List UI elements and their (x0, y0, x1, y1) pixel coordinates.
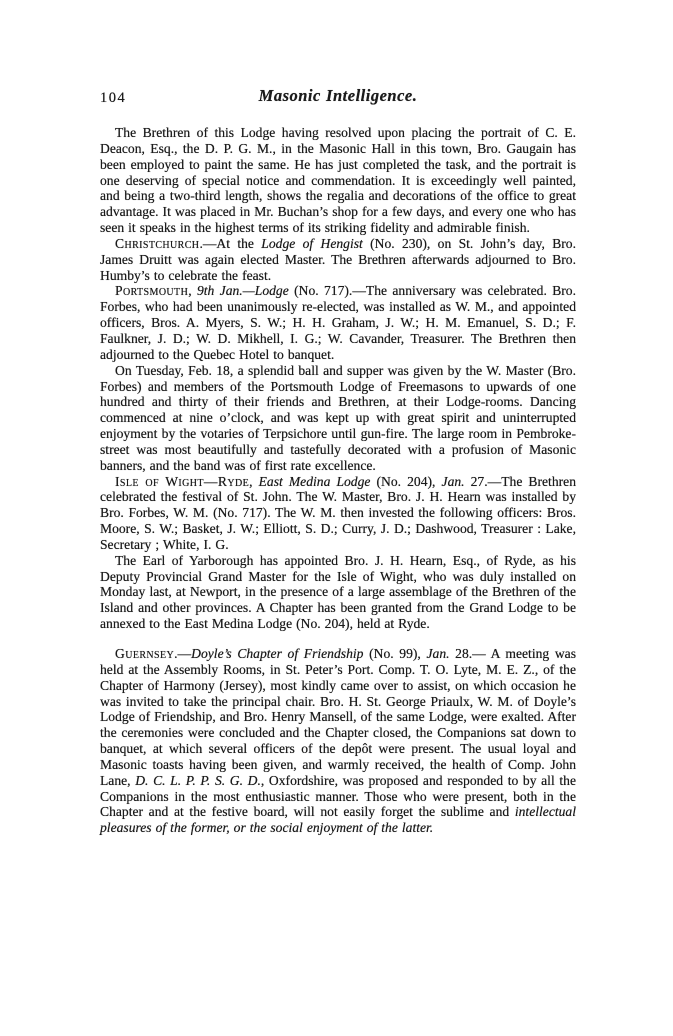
text-run-i: Lodge of Hengist (261, 235, 363, 251)
text-run-i: D. C. L. P. P. S. G. D. (135, 772, 261, 788)
running-head (100, 88, 576, 112)
text-run-i: Doyle’s Chapter of Friendship (191, 646, 364, 661)
text-run-i: Jan. (441, 473, 465, 489)
para-portsmouth-ball (100, 363, 576, 474)
text-run: , Oxfordshire, was proposed and responded to by all the Companions in the most enthusiastic manner. Those who were present, both in the Chapter and at the festive board, will not easily forget the sublime and (100, 772, 576, 820)
text-run: .—At the (199, 235, 262, 251)
running-head-title: Masonic Intelligence. (258, 86, 418, 105)
text-run-sc: Portsmouth (115, 283, 189, 299)
text-run: On Tuesday, Feb. 18, a splendid ball and supper was given by the W. Master (Bro. Forbes) and members of the Portsmouth Lodge of Freemasons to upwards of one hundred and thirty of their friends and Brethren, at their Lodge-rooms. Dancing commenced at nine o’clock, and was kept up with great spirit and uninterrupted enjoyment by the votaries of Terpsichore until gun-fire. The large room in Pembroke-street was most beautifully and tastefully decorated with a profusion of Masonic banners, and the band was of first rate excellence. (100, 362, 576, 473)
text-run: 28.— A meeting was held at the Assembly Rooms, in St. Peter’s Port. Comp. T. O. Lyte, M. E. Z., of the Chapter of Harmony (Jersey), most kindly came over to assist, on which occasion he was invited to take the principal chair. Bro. H. St. George Priaulx, W. M. of Doyle’s Lodge of Friendship, and Bro. Henry Mansell, of the same Lodge, were exalted. After the ceremonies were concluded and the Chapter closed, the Companions sat down to banquet, at which several officers of the depôt were present. The usual loyal and Masonic toasts having been given, and warmly received, the health of Comp. John Lane, (100, 646, 576, 788)
text-run: (No. 230), on St. John’s day, Bro. James Druitt was again elected Master. The Brethren afterwards adjourned to Bro. Humby’s to celebrate the feast. (100, 235, 576, 283)
para-yarborough (100, 553, 576, 632)
text-run: (No. 717).—The anniversary was celebrated. Bro. Forbes, who had been unanimously re-elected, was installed as W. M., and appointed officers, Bros. A. Myers, S. W.; H. H. Graham, J. W.; H. M. Emanuel, S. D.; F. Faulkner, J. D.; W. D. Mikhell, I. G.; W. Cavander, Treasurer. The Brethren then adjourned to the Quebec Hotel to banquet. (100, 283, 577, 362)
text-run: , (249, 473, 259, 489)
text-run-sc: Guernsey (115, 646, 175, 661)
document-body (100, 125, 576, 836)
page-number: 104 (100, 90, 127, 106)
para-isle-of-wight (100, 474, 576, 553)
text-run: The Earl of Yarborough has appointed Bro. J. H. Hearn, Esq., of Ryde, as his Deputy Provincial Grand Master for the Isle of Wight, who was duly installed on Monday last, at Newport, in the presence of a large assemblage of the Brethren of the Island and other provinces. A Chapter has been granted from the Grand Lodge to be annexed to the East Medina Lodge (No. 204), held at Ryde. (100, 552, 576, 632)
para-portrait-continuation (100, 125, 576, 236)
text-run-i: intellectual pleasures of the former, or the social enjoyment of the latter. (100, 804, 576, 836)
text-run: .— (174, 646, 192, 661)
para-christchurch (100, 236, 576, 284)
text-run: (No. 204), (370, 473, 442, 489)
text-run: , (188, 283, 197, 299)
para-guernsey (100, 646, 576, 836)
text-run-sc: Christchurch (115, 235, 200, 251)
text-run: The Brethren of this Lodge having resolved upon placing the portrait of C. E. Deacon, Esq., the D. P. G. M., in the Masonic Hall in this town, Bro. Gaugain has been employed to paint the same. He has just completed the task, and the portrait is one deserving of special notice and commendation. It is exceedingly well painted, and being a two-third length, shows the regalia and decorations of the office to great advantage. It was placed in Mr. Buchan’s shop for a few days, and every one who has seen it speaks in the highest terms of its striking fidelity and admirable finish. (100, 125, 576, 236)
text-run: (No. 99), (363, 646, 427, 661)
text-run-i: East Medina Lodge (258, 473, 371, 489)
text-run-sc: Isle of Wight—Ryde (115, 473, 250, 489)
para-portsmouth (100, 283, 576, 362)
text-run-i: 9th Jan.—Lodge (196, 283, 289, 299)
text-run: 27.—The Brethren celebrated the festival of St. John. The W. Master, Bro. J. H. Hearn was installed by Bro. Forbes, W. M. (No. 717). The W. M. then invested the following officers: Bros. Moore, S. W.; Basket, J. W.; Elliott, S. D.; Curry, J. D.; Dashwood, Treasurer : Lake, Secretary ; White, I. G. (100, 473, 576, 552)
text-run-i: Jan. (426, 646, 450, 661)
